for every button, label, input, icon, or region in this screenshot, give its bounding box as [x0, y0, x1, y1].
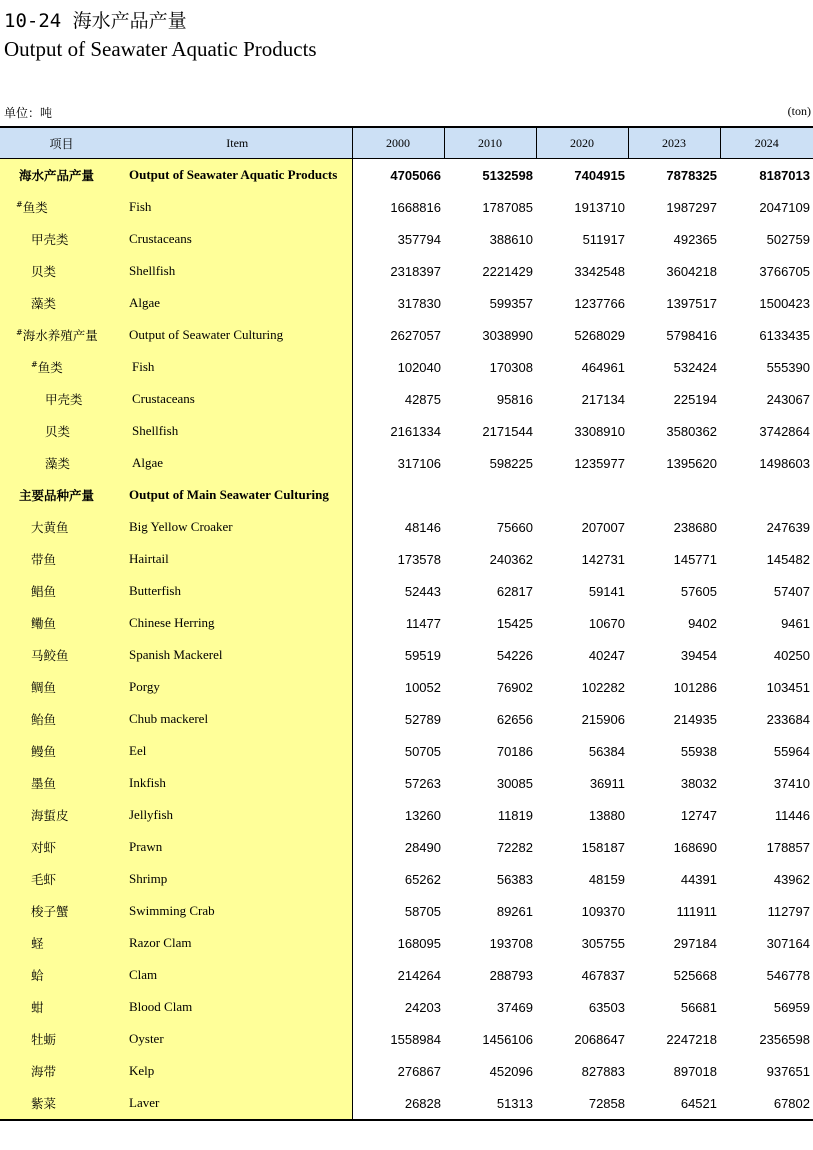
value-cell: 89261	[496, 903, 533, 919]
row-label-en: Output of Main Seawater Culturing	[123, 479, 352, 511]
table-row	[0, 1087, 813, 1120]
table-row	[0, 831, 813, 863]
row-label-en: Laver	[123, 1087, 352, 1120]
row-label-en: Fish	[123, 351, 352, 383]
row-label-cn	[0, 671, 123, 703]
row-label-cn	[0, 831, 123, 863]
value-cell: 599357	[489, 295, 533, 311]
value-cell: 57407	[773, 583, 810, 599]
row-label-cn-text: 贝类	[31, 264, 57, 279]
value-cell: 102282	[581, 679, 625, 695]
row-label-en: Chinese Herring	[123, 607, 352, 639]
row-label-cn-text: 海水产品产量	[19, 168, 95, 183]
value-cell: 37469	[496, 999, 533, 1015]
row-label-cn-text: 梭子蟹	[31, 904, 69, 919]
row-label-cn	[0, 1087, 123, 1120]
row-label-cn	[0, 287, 123, 319]
value-cell: 1668816	[390, 199, 441, 215]
value-cell: 357794	[397, 231, 441, 247]
value-cell: 178857	[766, 839, 810, 855]
value-cell	[536, 479, 628, 511]
row-label-cn	[0, 479, 123, 511]
value-cell: 158187	[581, 839, 625, 855]
value-cell: 9402	[688, 615, 717, 631]
value-cell: 8187013	[759, 167, 810, 183]
value-cell: 48146	[404, 519, 441, 535]
row-label-en: Crustaceans	[123, 223, 352, 255]
value-cell: 207007	[581, 519, 625, 535]
row-label-cn-text: 鳓鱼	[31, 616, 57, 631]
value-cell: 62656	[496, 711, 533, 727]
value-cell: 112797	[767, 903, 810, 919]
value-cell: 10052	[404, 679, 441, 695]
row-label-cn	[0, 223, 123, 255]
row-label-en: Clam	[123, 959, 352, 991]
footnote-mark: #	[16, 328, 23, 337]
row-label-en: Swimming Crab	[123, 895, 352, 927]
value-cell: 13260	[404, 807, 441, 823]
value-cell: 24203	[404, 999, 441, 1015]
value-cell: 525668	[673, 967, 717, 983]
value-cell	[628, 479, 720, 511]
row-label-cn	[0, 159, 123, 192]
value-cell: 546778	[766, 967, 810, 983]
value-cell: 10670	[588, 615, 625, 631]
value-cell: 317830	[397, 295, 441, 311]
table-row	[0, 863, 813, 895]
value-cell: 52443	[404, 583, 441, 599]
row-label-en: Shrimp	[123, 863, 352, 895]
row-label-cn	[0, 543, 123, 575]
value-cell: 145771	[673, 551, 717, 567]
table-row	[0, 767, 813, 799]
row-label-cn	[0, 735, 123, 767]
output-table	[0, 126, 813, 1121]
row-label-cn	[0, 383, 123, 415]
value-cell: 59141	[588, 583, 625, 599]
value-cell: 214264	[397, 967, 441, 983]
value-cell	[352, 479, 444, 511]
value-cell: 5798416	[666, 327, 717, 343]
value-cell: 168095	[397, 935, 441, 951]
table-row	[0, 543, 813, 575]
value-cell: 11477	[405, 615, 441, 631]
row-label-cn-text: 马鲛鱼	[31, 648, 69, 663]
value-cell: 215906	[581, 711, 625, 727]
value-cell: 1456106	[482, 1031, 533, 1047]
value-cell: 2047109	[759, 199, 810, 215]
row-label-cn-text: 贝类	[45, 424, 71, 439]
value-cell: 101286	[673, 679, 717, 695]
table-row	[0, 255, 813, 287]
value-cell: 55938	[680, 743, 717, 759]
value-cell: 193708	[489, 935, 533, 951]
table-row	[0, 319, 813, 351]
row-label-en: Shellfish	[123, 415, 352, 447]
value-cell: 307164	[766, 935, 810, 951]
value-cell: 240362	[489, 551, 533, 567]
table-row	[0, 287, 813, 319]
value-cell: 511917	[582, 231, 625, 247]
row-label-cn	[0, 255, 123, 287]
value-cell: 7878325	[666, 167, 717, 183]
value-cell: 102040	[397, 359, 441, 375]
value-cell: 40250	[773, 647, 810, 663]
row-label-cn	[0, 799, 123, 831]
table-row	[0, 383, 813, 415]
table-row	[0, 799, 813, 831]
value-cell: 55964	[773, 743, 810, 759]
row-label-cn	[0, 991, 123, 1023]
row-label-en: Big Yellow Croaker	[123, 511, 352, 543]
value-cell: 48159	[588, 871, 625, 887]
value-cell: 44391	[680, 871, 717, 887]
value-cell: 214935	[673, 711, 717, 727]
value-cell: 65262	[404, 871, 441, 887]
row-label-cn-text: 主要品种产量	[19, 488, 95, 503]
row-label-en: Eel	[123, 735, 352, 767]
value-cell: 15425	[496, 615, 533, 631]
value-cell: 2068647	[574, 1031, 625, 1047]
row-label-cn	[0, 319, 123, 351]
value-cell	[444, 479, 536, 511]
value-cell: 233684	[766, 711, 810, 727]
value-cell: 2356598	[759, 1031, 810, 1047]
value-cell: 5132598	[482, 167, 533, 183]
value-cell: 6133435	[759, 327, 810, 343]
row-label-cn-text: 牡蛎	[31, 1032, 57, 1047]
value-cell: 2627057	[390, 327, 441, 343]
row-label-cn-text: 鲷鱼	[31, 680, 57, 695]
row-label-cn	[0, 1023, 123, 1055]
value-cell: 288793	[489, 967, 533, 983]
value-cell: 51313	[444, 1087, 536, 1120]
row-label-cn-text: 鲳鱼	[31, 584, 57, 599]
value-cell: 43962	[773, 871, 810, 887]
row-label-cn-text: 甲壳类	[31, 232, 69, 247]
value-cell: 464961	[581, 359, 625, 375]
row-label-cn-text: 对虾	[31, 840, 57, 855]
value-cell: 37410	[773, 775, 810, 791]
table-row	[0, 511, 813, 543]
row-label-cn	[0, 895, 123, 927]
value-cell: 11819	[497, 807, 533, 823]
value-cell: 70186	[496, 743, 533, 759]
row-label-cn	[0, 927, 123, 959]
row-label-cn-text: 鱼类	[37, 360, 63, 375]
value-cell: 40247	[588, 647, 625, 663]
row-label-cn	[0, 511, 123, 543]
header-item-en: Item	[123, 127, 352, 159]
header-year-2010: 2010	[444, 127, 536, 159]
row-label-cn	[0, 767, 123, 799]
footnote-mark: #	[16, 200, 23, 209]
table-row	[0, 895, 813, 927]
value-cell: 42875	[404, 391, 441, 407]
value-cell: 3580362	[666, 423, 717, 439]
row-label-en: Blood Clam	[123, 991, 352, 1023]
value-cell: 56681	[680, 999, 717, 1015]
row-label-cn	[0, 607, 123, 639]
value-cell: 1395620	[666, 455, 717, 471]
value-cell: 1500423	[759, 295, 810, 311]
table-row	[0, 959, 813, 991]
value-cell: 2171544	[482, 423, 533, 439]
value-cell: 173578	[397, 551, 441, 567]
value-cell: 598225	[489, 455, 533, 471]
row-label-en: Prawn	[123, 831, 352, 863]
value-cell	[720, 479, 813, 511]
value-cell: 276867	[397, 1063, 441, 1079]
value-cell: 168690	[673, 839, 717, 855]
value-cell: 36911	[589, 775, 625, 791]
value-cell: 452096	[489, 1063, 533, 1079]
value-cell: 238680	[673, 519, 717, 535]
table-row	[0, 1055, 813, 1087]
row-label-cn-text: 鱼类	[22, 200, 48, 215]
row-label-en: Razor Clam	[123, 927, 352, 959]
value-cell: 555390	[766, 359, 810, 375]
row-label-en: Algae	[123, 287, 352, 319]
value-cell: 317106	[397, 455, 441, 471]
value-cell: 56384	[588, 743, 625, 759]
value-cell: 243067	[766, 391, 810, 407]
value-cell: 109370	[581, 903, 625, 919]
value-cell: 247639	[766, 519, 810, 535]
table-header-row	[0, 127, 813, 159]
table-row	[0, 1023, 813, 1055]
table-row	[0, 159, 813, 192]
value-cell: 76902	[496, 679, 533, 695]
table-body	[0, 159, 813, 1121]
value-cell: 64521	[628, 1087, 720, 1120]
row-label-cn-text: 甲壳类	[45, 392, 83, 407]
row-label-cn-text: 墨鱼	[31, 776, 57, 791]
value-cell: 58705	[404, 903, 441, 919]
value-cell: 492365	[673, 231, 717, 247]
value-cell: 937651	[766, 1063, 810, 1079]
value-cell: 30085	[496, 775, 533, 791]
value-cell: 502759	[766, 231, 810, 247]
row-label-cn	[0, 959, 123, 991]
value-cell: 54226	[496, 647, 533, 663]
value-cell: 57605	[680, 583, 717, 599]
value-cell: 3766705	[759, 263, 810, 279]
row-label-cn-text: 带鱼	[31, 552, 57, 567]
row-label-cn-text: 大黄鱼	[31, 520, 69, 535]
row-label-cn	[0, 863, 123, 895]
table-row	[0, 223, 813, 255]
value-cell: 225194	[673, 391, 717, 407]
row-label-cn-text: 鲐鱼	[31, 712, 57, 727]
row-label-cn-text: 毛虾	[31, 872, 57, 887]
row-label-en: Chub mackerel	[123, 703, 352, 735]
table-row	[0, 639, 813, 671]
page-title-cn: 10-24 海水产品产量	[4, 10, 187, 32]
table-row	[0, 415, 813, 447]
row-label-cn-text: 藻类	[45, 456, 71, 471]
value-cell: 57263	[404, 775, 441, 791]
value-cell: 1235977	[574, 455, 625, 471]
value-cell: 39454	[680, 647, 717, 663]
value-cell: 28490	[404, 839, 441, 855]
row-label-cn	[0, 575, 123, 607]
row-label-en: Hairtail	[123, 543, 352, 575]
value-cell: 170308	[489, 359, 533, 375]
value-cell: 3604218	[666, 263, 717, 279]
value-cell: 11446	[774, 807, 810, 823]
value-cell: 59519	[404, 647, 441, 663]
row-label-cn	[0, 191, 123, 223]
value-cell: 72282	[496, 839, 533, 855]
header-year-2023: 2023	[628, 127, 720, 159]
row-label-en: Fish	[123, 191, 352, 223]
row-label-cn-text: 蛤	[31, 968, 44, 983]
value-cell: 63503	[588, 999, 625, 1015]
value-cell: 62817	[496, 583, 533, 599]
unit-label-cn: 单位：吨	[4, 106, 53, 120]
value-cell: 2318397	[390, 263, 441, 279]
row-label-cn-text: 藻类	[31, 296, 57, 311]
value-cell: 111911	[676, 903, 717, 919]
value-cell: 1237766	[574, 295, 625, 311]
table-row	[0, 479, 813, 511]
value-cell: 1987297	[666, 199, 717, 215]
value-cell: 12747	[680, 807, 717, 823]
value-cell: 3308910	[574, 423, 625, 439]
value-cell: 2161334	[390, 423, 441, 439]
value-cell: 142731	[581, 551, 625, 567]
row-label-en: Butterfish	[123, 575, 352, 607]
unit-label-en: (ton)	[787, 104, 811, 118]
header-year-2020: 2020	[536, 127, 628, 159]
row-label-en: Inkfish	[123, 767, 352, 799]
value-cell: 467837	[581, 967, 625, 983]
table-row	[0, 703, 813, 735]
value-cell: 4705066	[390, 167, 441, 183]
value-cell: 52789	[404, 711, 441, 727]
value-cell: 1558984	[390, 1031, 441, 1047]
value-cell: 3342548	[574, 263, 625, 279]
table-row	[0, 991, 813, 1023]
value-cell: 3038990	[482, 327, 533, 343]
value-cell: 1787085	[482, 199, 533, 215]
row-label-cn-text: 海带	[31, 1064, 57, 1079]
value-cell: 217134	[581, 391, 625, 407]
row-label-en: Porgy	[123, 671, 352, 703]
value-cell: 50705	[404, 743, 441, 759]
page-title-en: Output of Seawater Aquatic Products	[4, 37, 317, 61]
value-cell: 297184	[673, 935, 717, 951]
row-label-en: Kelp	[123, 1055, 352, 1087]
row-label-cn	[0, 351, 123, 383]
footnote-mark: #	[31, 360, 38, 369]
row-label-cn-text: 鳗鱼	[31, 744, 57, 759]
value-cell: 305755	[581, 935, 625, 951]
header-year-2000: 2000	[352, 127, 444, 159]
table-row	[0, 927, 813, 959]
value-cell: 532424	[673, 359, 717, 375]
table-row	[0, 351, 813, 383]
value-cell: 2221429	[482, 263, 533, 279]
value-cell: 897018	[673, 1063, 717, 1079]
value-cell: 95816	[496, 391, 533, 407]
row-label-cn-text: 紫菜	[31, 1096, 57, 1111]
table-row	[0, 191, 813, 223]
value-cell: 103451	[766, 679, 810, 695]
row-label-en: Spanish Mackerel	[123, 639, 352, 671]
row-label-cn	[0, 639, 123, 671]
row-label-cn-text: 蚶	[31, 1000, 44, 1015]
row-label-en: Output of Seawater Culturing	[123, 319, 352, 351]
value-cell: 388610	[489, 231, 533, 247]
value-cell: 7404915	[574, 167, 625, 183]
table-row	[0, 575, 813, 607]
value-cell: 13880	[588, 807, 625, 823]
table-row	[0, 735, 813, 767]
row-label-en: Algae	[123, 447, 352, 479]
value-cell: 1498603	[759, 455, 810, 471]
value-cell: 56959	[773, 999, 810, 1015]
header-item-cn: 项目	[0, 127, 123, 159]
row-label-cn-text: 蛏	[31, 936, 44, 951]
header-year-2024: 2024	[720, 127, 813, 159]
value-cell: 38032	[680, 775, 717, 791]
row-label-cn	[0, 447, 123, 479]
value-cell: 827883	[581, 1063, 625, 1079]
value-cell: 1397517	[666, 295, 717, 311]
row-label-en: Shellfish	[123, 255, 352, 287]
value-cell: 145482	[766, 551, 810, 567]
table-row	[0, 447, 813, 479]
table-row	[0, 671, 813, 703]
row-label-en: Output of Seawater Aquatic Products	[123, 159, 352, 192]
data-table-wrapper	[0, 126, 813, 1121]
value-cell: 9461	[781, 615, 810, 631]
value-cell: 3742864	[759, 423, 810, 439]
value-cell: 67802	[720, 1087, 813, 1120]
value-cell: 75660	[496, 519, 533, 535]
value-cell: 1913710	[574, 199, 625, 215]
row-label-en: Oyster	[123, 1023, 352, 1055]
row-label-cn	[0, 1055, 123, 1087]
table-row	[0, 607, 813, 639]
row-label-cn-text: 海水养殖产量	[22, 328, 98, 343]
value-cell: 2247218	[666, 1031, 717, 1047]
row-label-cn	[0, 415, 123, 447]
value-cell: 56383	[496, 871, 533, 887]
row-label-cn-text: 海蜇皮	[31, 808, 69, 823]
value-cell: 26828	[352, 1087, 444, 1120]
value-cell: 5268029	[574, 327, 625, 343]
value-cell: 72858	[536, 1087, 628, 1120]
row-label-cn	[0, 703, 123, 735]
row-label-en: Jellyfish	[123, 799, 352, 831]
row-label-en: Crustaceans	[123, 383, 352, 415]
